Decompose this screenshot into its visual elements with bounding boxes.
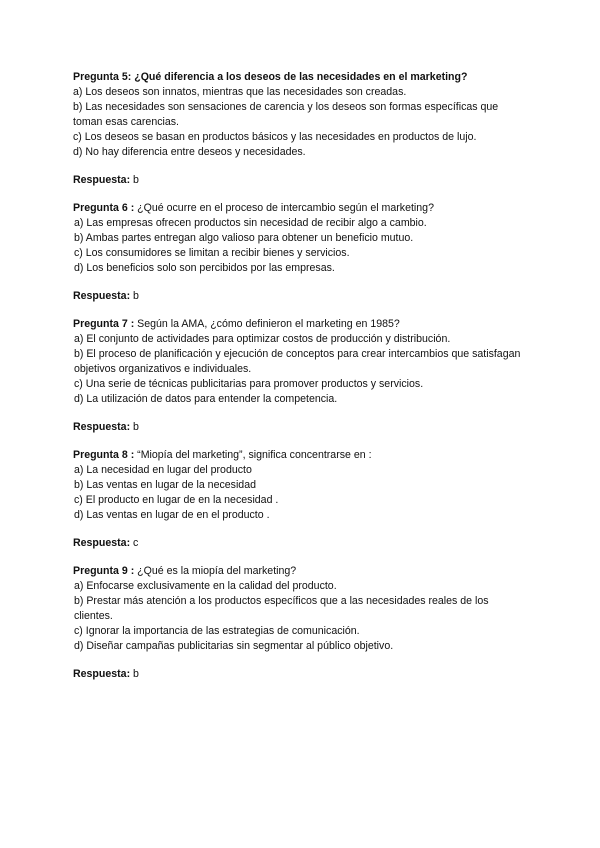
answer-option: d) Las ventas en lugar de en el producto .	[74, 509, 270, 521]
question-heading	[73, 448, 528, 463]
question-text: Según la AMA, ¿cómo definieron el marketing en 1985?	[134, 318, 400, 330]
answer-option: c) Los deseos se basan en productos básicos y las necesidades en productos de lujo.	[73, 131, 477, 143]
answer-line	[73, 420, 528, 435]
question-label: Pregunta 5: ¿Qué diferencia a los deseos de las necesidades en el marketing?	[73, 71, 468, 83]
answer-option: d) La utilización de datos para entender la competencia.	[74, 393, 338, 405]
question-label: Pregunta 8 :	[73, 449, 135, 461]
answer-line	[73, 667, 528, 682]
question-label: Pregunta 6 :	[73, 202, 135, 214]
question-text: “Miopía del marketing”, significa concentrarse en :	[134, 449, 372, 461]
question-heading	[73, 564, 528, 579]
question-label: Pregunta 9 :	[73, 565, 135, 577]
question-heading	[73, 70, 528, 85]
answer-option: c) Ignorar la importancia de las estrategias de comunicación.	[74, 625, 360, 637]
answer-value: b	[130, 421, 139, 433]
answer-value: b	[130, 290, 139, 302]
answer-label: Respuesta:	[73, 174, 131, 186]
answer-option: b) Las necesidades son sensaciones de carencia y los deseos son formas específicas que toman esas carencias.	[73, 101, 499, 128]
question-block	[73, 564, 528, 682]
question-heading	[73, 317, 528, 332]
answer-label: Respuesta:	[73, 290, 131, 302]
question-block	[73, 70, 528, 188]
question-block	[73, 448, 528, 551]
answer-option: b) Ambas partes entregan algo valioso para obtener un beneficio mutuo.	[74, 232, 414, 244]
answer-option: a) Los deseos son innatos, mientras que las necesidades son creadas.	[73, 86, 407, 98]
document-page	[73, 70, 528, 695]
question-heading	[73, 201, 528, 216]
answer-option: a) Las empresas ofrecen productos sin necesidad de recibir algo a cambio.	[74, 217, 427, 229]
answer-option: d) Los beneficios solo son percibidos por las empresas.	[74, 262, 335, 274]
answer-value: b	[130, 174, 139, 186]
answer-value: c	[130, 537, 139, 549]
answer-line	[73, 289, 528, 304]
question-label: Pregunta 7 :	[73, 318, 135, 330]
answer-line	[73, 536, 528, 551]
answer-label: Respuesta:	[73, 537, 131, 549]
answer-option: d) Diseñar campañas publicitarias sin segmentar al público objetivo.	[74, 640, 394, 652]
answer-option: a) El conjunto de actividades para optimizar costos de producción y distribución.	[74, 333, 451, 345]
answer-option: a) La necesidad en lugar del producto	[74, 464, 252, 476]
answer-option: c) Una serie de técnicas publicitarias para promover productos y servicios.	[74, 378, 424, 390]
question-text: ¿Qué ocurre en el proceso de intercambio según el marketing?	[134, 202, 434, 214]
answer-option: b) El proceso de planificación y ejecución de conceptos para crear intercambios que satisfagan objetivos organizativos e individuales.	[74, 348, 521, 375]
question-block	[73, 317, 528, 435]
question-text: ¿Qué es la miopía del marketing?	[134, 565, 297, 577]
answer-option: c) El producto en lugar de en la necesidad .	[74, 494, 279, 506]
answer-option: d) No hay diferencia entre deseos y necesidades.	[73, 146, 306, 158]
answer-option: b) Prestar más atención a los productos específicos que a las necesidades reales de los clientes.	[74, 595, 489, 622]
answer-option: c) Los consumidores se limitan a recibir bienes y servicios.	[74, 247, 350, 259]
answer-label: Respuesta:	[73, 668, 131, 680]
answer-option: b) Las ventas en lugar de la necesidad	[74, 479, 256, 491]
answer-option: a) Enfocarse exclusivamente en la calidad del producto.	[74, 580, 337, 592]
question-block	[73, 201, 528, 304]
answer-label: Respuesta:	[73, 421, 131, 433]
answer-value: b	[130, 668, 139, 680]
answer-line	[73, 173, 528, 188]
